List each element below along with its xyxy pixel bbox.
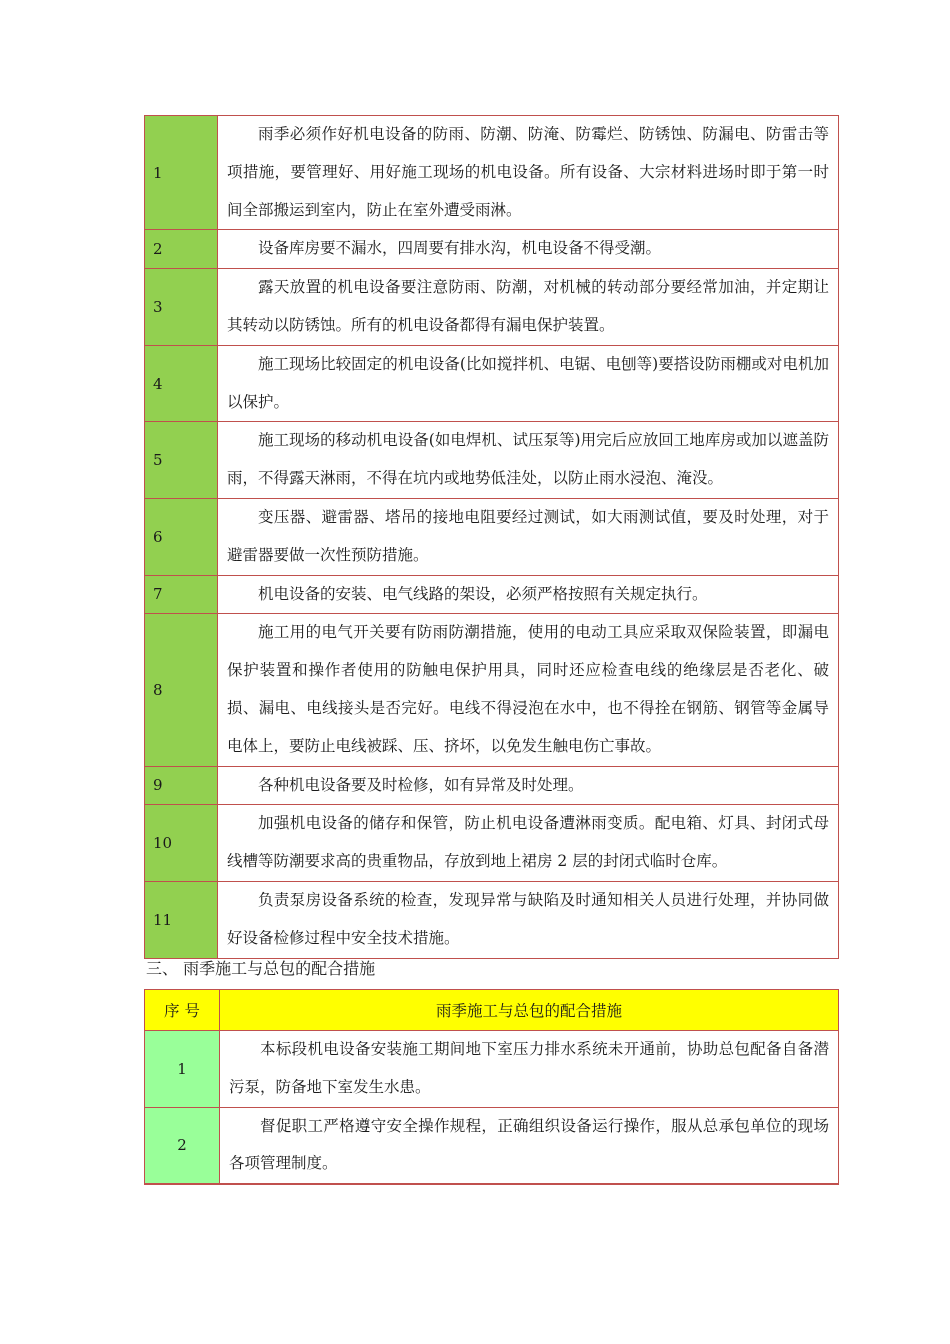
table-row bbox=[145, 614, 839, 766]
row-text: 督促职工严格遵守安全操作规程，正确组织设备运行操作，服从总承包单位的现场各项管理制度。 bbox=[220, 1107, 839, 1184]
table-row bbox=[145, 269, 839, 346]
row-number: 3 bbox=[145, 269, 218, 346]
row-text: 机电设备的安装、电气线路的架设，必须严格按照有关规定执行。 bbox=[218, 575, 839, 614]
row-number: 1 bbox=[145, 116, 218, 230]
header-title: 雨季施工与总包的配合措施 bbox=[220, 990, 839, 1031]
row-text: 各种机电设备要及时检修，如有异常及时处理。 bbox=[218, 766, 839, 805]
table-row bbox=[145, 805, 839, 882]
table-row bbox=[145, 498, 839, 575]
row-number: 11 bbox=[145, 881, 218, 958]
row-text: 露天放置的机电设备要注意防雨、防潮，对机械的转动部分要经常加油，并定期让其转动以防锈蚀。所有的机电设备都得有漏电保护装置。 bbox=[218, 269, 839, 346]
row-number: 1 bbox=[145, 1031, 220, 1108]
table-row bbox=[145, 881, 839, 958]
section-heading: 三、 雨季施工与总包的配合措施 bbox=[146, 959, 376, 978]
table-row bbox=[145, 422, 839, 499]
row-number: 10 bbox=[145, 805, 218, 882]
table-row bbox=[145, 116, 839, 230]
row-number: 2 bbox=[145, 230, 218, 269]
row-text: 设备库房要不漏水，四周要有排水沟，机电设备不得受潮。 bbox=[218, 230, 839, 269]
table-row bbox=[145, 766, 839, 805]
row-text: 施工用的电气开关要有防雨防潮措施，使用的电动工具应采取双保险装置，即漏电保护装置和操作者使用的防触电保护用具，同时还应检查电线的绝缘层是否老化、破损、漏电、电线接头是否完好。电线不得浸泡在水中，也不得拴在钢筋、钢管等金属导电体上，要防止电线被踩、压、挤坏，以免发生触电伤亡事故。 bbox=[218, 614, 839, 766]
header-number: 序 号 bbox=[145, 990, 220, 1031]
table-row bbox=[145, 230, 839, 269]
table-row bbox=[145, 1031, 839, 1108]
row-number: 8 bbox=[145, 614, 218, 766]
row-text: 本标段机电设备安装施工期间地下室压力排水系统未开通前，协助总包配备自备潜污泵，防备地下室发生水患。 bbox=[220, 1031, 839, 1108]
row-text: 变压器、避雷器、塔吊的接地电阻要经过测试，如大雨测试值，要及时处理，对于避雷器要做一次性预防措施。 bbox=[218, 498, 839, 575]
row-text: 负责泵房设备系统的检查，发现异常与缺陷及时通知相关人员进行处理，并协同做好设备检修过程中安全技术措施。 bbox=[218, 881, 839, 958]
row-number: 5 bbox=[145, 422, 218, 499]
rainy-season-equipment-measures-table bbox=[144, 115, 839, 959]
row-text: 施工现场的移动机电设备(如电焊机、试压泵等)用完后应放回工地库房或加以遮盖防雨，不得露天淋雨，不得在坑内或地势低洼处，以防止雨水浸泡、淹没。 bbox=[218, 422, 839, 499]
row-number: 4 bbox=[145, 345, 218, 422]
row-number: 9 bbox=[145, 766, 218, 805]
table-row bbox=[145, 1107, 839, 1184]
row-text: 雨季必须作好机电设备的防雨、防潮、防淹、防霉烂、防锈蚀、防漏电、防雷击等项措施，要管理好、用好施工现场的机电设备。所有设备、大宗材料进场时即于第一时间全部搬运到室内，防止在室外遭受雨淋。 bbox=[218, 116, 839, 230]
row-number: 6 bbox=[145, 498, 218, 575]
row-number: 2 bbox=[145, 1107, 220, 1184]
row-number: 7 bbox=[145, 575, 218, 614]
coordination-measures-table bbox=[144, 989, 839, 1185]
table-row bbox=[145, 345, 839, 422]
row-text: 加强机电设备的储存和保管，防止机电设备遭淋雨变质。配电箱、灯具、封闭式母线槽等防潮要求高的贵重物品，存放到地上裙房 2 层的封闭式临时仓库。 bbox=[218, 805, 839, 882]
row-text: 施工现场比较固定的机电设备(比如搅拌机、电锯、电刨等)要搭设防雨棚或对电机加以保护。 bbox=[218, 345, 839, 422]
table-row bbox=[145, 575, 839, 614]
table-header-row bbox=[145, 990, 839, 1031]
